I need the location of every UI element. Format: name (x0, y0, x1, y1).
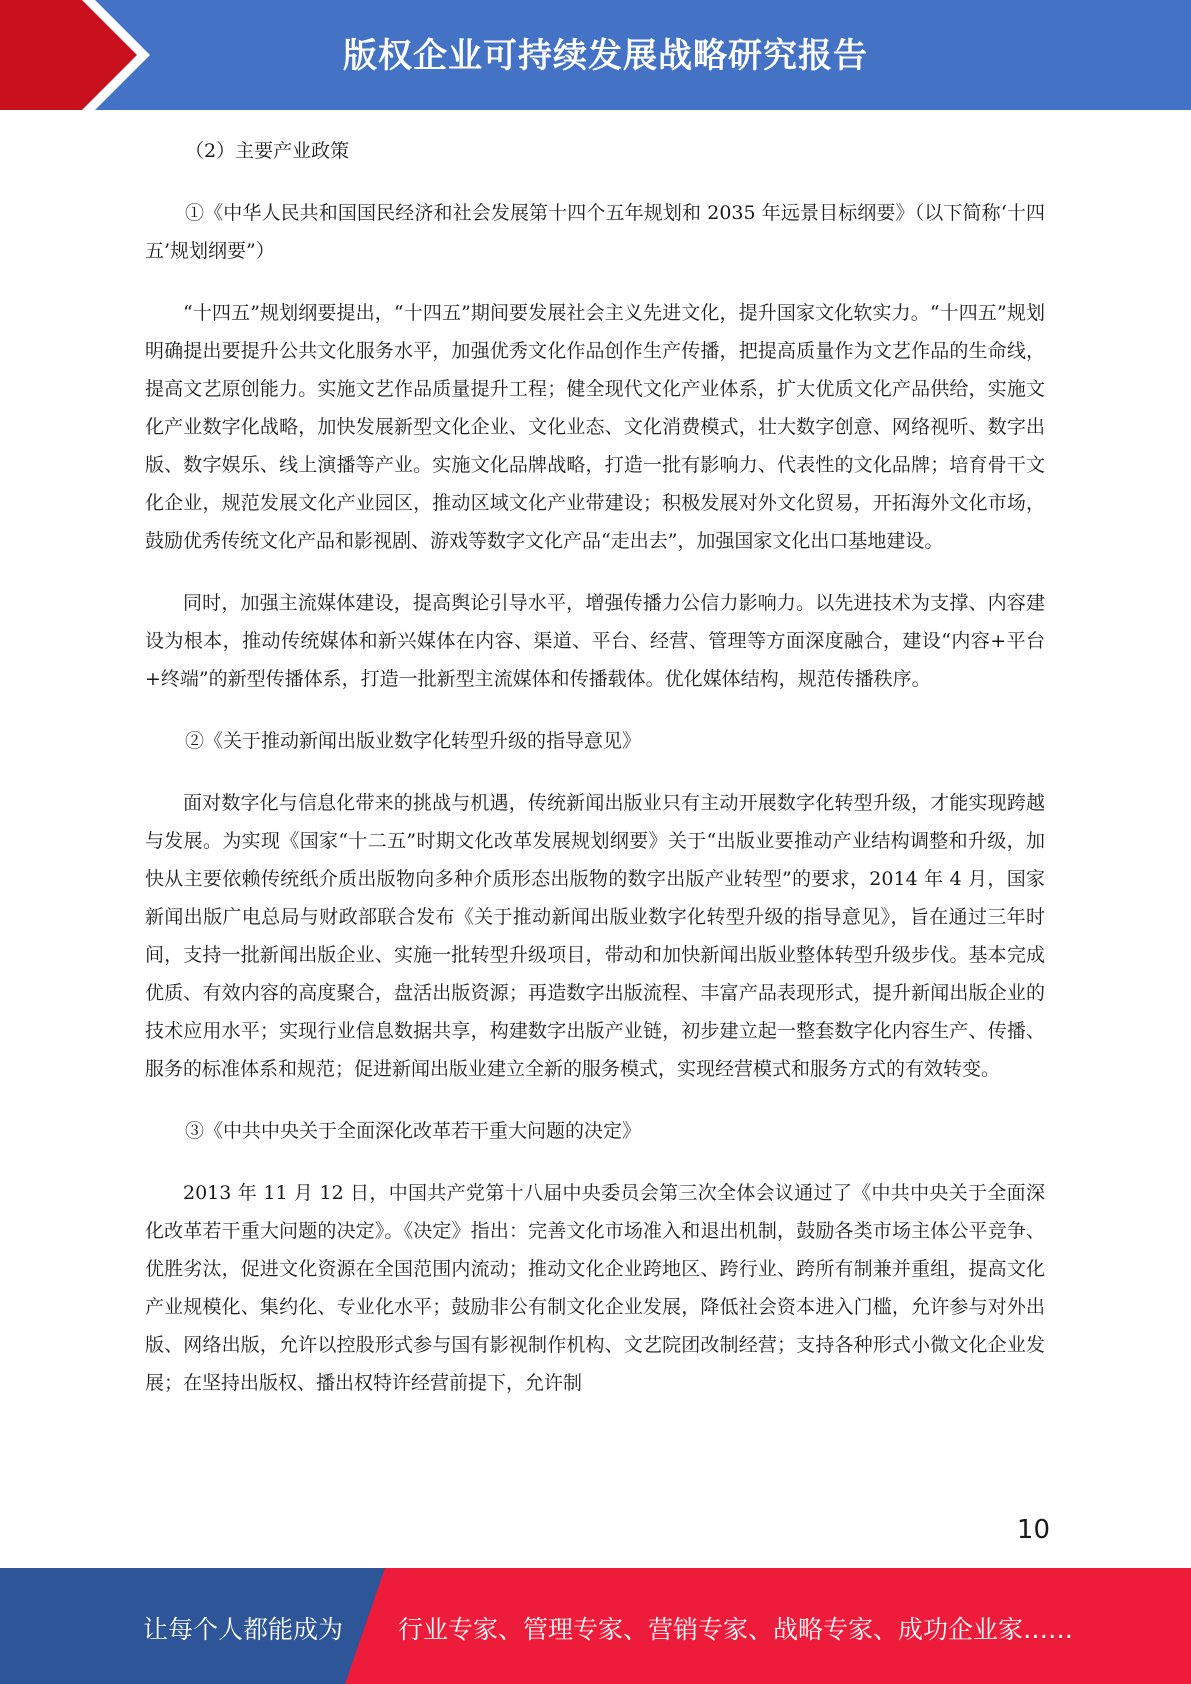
body-paragraph: 2013 年 11 月 12 日，中国共产党第十八届中央委员会第三次全体会议通过了《中共中央关于全面深化改革若干重大问题的决定》。《决定》指出：完善文化市场准入和退出机制，鼓励各类市场主体公平竞争、优胜劣汰，促进文化资源在全国范围内流动；推动文化企业跨地区、跨行业、跨所有制兼并重组，提高文化产业规模化、集约化、专业化水平；鼓励非公有制文化企业发展，降低社会资本进入门槛，允许参与对外出版、网络出版，允许以控股形式参与国有影视制作机构、文艺院团改制经营；支持各种形式小微文化企业发展；在坚持出版权、播出权特许经营前提下，允许制 (145, 1182, 1045, 1394)
policy-heading-1: ①《中华人民共和国国民经济和社会发展第十四个五年规划和 2035 年远景目标纲要》（以下简称‘十四五’规划纲要”） (145, 202, 1045, 262)
footer-slogan-left: 让每个人都能成为 (143, 1615, 344, 1644)
page-header (0, 0, 1191, 110)
footer-slogan-right: 行业专家、管理专家、营销专家、战略专家、成功企业家…… (398, 1615, 1074, 1644)
policy-heading-3: ③《中共中央关于全面深化改革若干重大问题的决定》 (185, 1120, 642, 1142)
report-title: 版权企业可持续发展战略研究报告 (343, 36, 868, 76)
policy-heading-2: ②《关于推动新闻出版业数字化转型升级的指导意见》 (185, 730, 642, 752)
document-body (145, 132, 1045, 1426)
page-footer (0, 1568, 1191, 1684)
body-paragraph: 同时，加强主流媒体建设，提高舆论引导水平，增强传播力公信力影响力。以先进技术为支撑、内容建设为根本，推动传统媒体和新兴媒体在内容、渠道、平台、经营、管理等方面深度融合，建设“内容+平台+终端”的新型传播体系，打造一批新型主流媒体和传播载体。优化媒体结构，规范传播秩序。 (145, 592, 1045, 690)
section-heading-policies: （2）主要产业政策 (185, 140, 350, 162)
body-paragraph: 面对数字化与信息化带来的挑战与机遇，传统新闻出版业只有主动开展数字化转型升级，才能实现跨越与发展。为实现《国家“十二五”时期文化改革发展规划纲要》关于“出版业要推动产业结构调整和升级，加快从主要依赖传统纸介质出版物向多种介质形态出版物的数字出版产业转型”的要求，2014 年 4 月，国家新闻出版广电总局与财政部联合发布《关于推动新闻出版业数字化转型升级的指导意见》，旨在通过三年时间，支持一批新闻出版企业、实施一批转型升级项目，带动和加快新闻出版业整体转型升级步伐。基本完成优质、有效内容的高度聚合，盘活出版资源；再造数字出版流程、丰富产品表现形式，提升新闻出版企业的技术应用水平；实现行业信息数据共享，构建数字出版产业链，初步建立起一整套数字化内容生产、传播、服务的标准体系和规范；促进新闻出版业建立全新的服务模式，实现经营模式和服务方式的有效转变。 (145, 792, 1045, 1080)
page-number: 10 (1016, 1515, 1050, 1545)
body-paragraph: “十四五”规划纲要提出，“十四五”期间要发展社会主义先进文化，提升国家文化软实力。“十四五”规划明确提出要提升公共文化服务水平，加强优秀文化作品创作生产传播，把提高质量作为文艺作品的生命线，提高文艺原创能力。实施文艺作品质量提升工程；健全现代文化产业体系，扩大优质文化产品供给，实施文化产业数字化战略，加快发展新型文化企业、文化业态、文化消费模式，壮大数字创意、网络视听、数字出版、数字娱乐、线上演播等产业。实施文化品牌战略，打造一批有影响力、代表性的文化品牌；培育骨干文化企业，规范发展文化产业园区，推动区域文化产业带建设；积极发展对外文化贸易，开拓海外文化市场，鼓励优秀传统文化产品和影视剧、游戏等数字文化产品“走出去”，加强国家文化出口基地建设。 (145, 302, 1045, 552)
